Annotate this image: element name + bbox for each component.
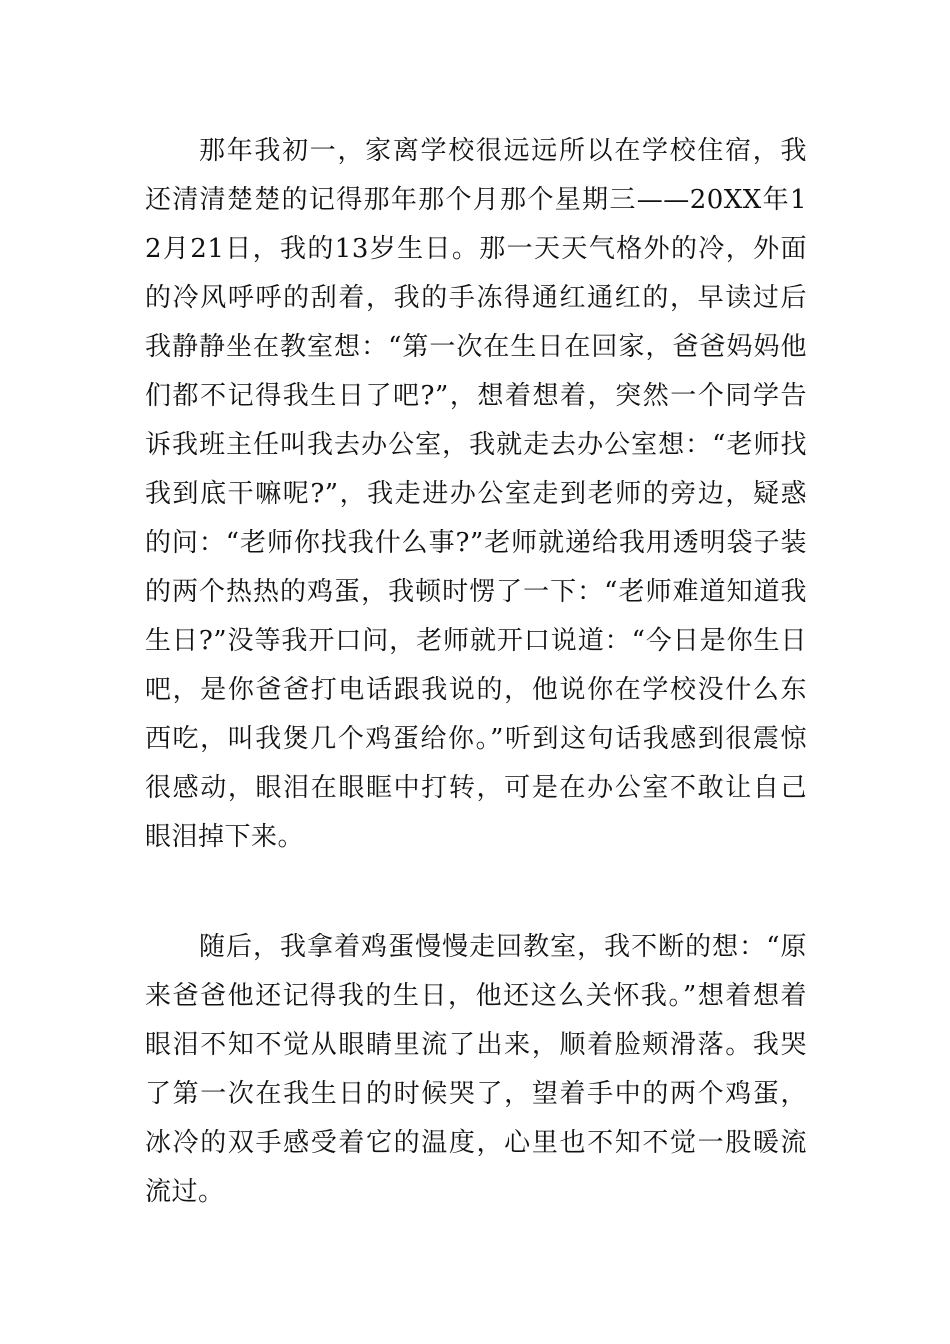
paragraph-1: 那年我初一，家离学校很远远所以在学校住宿，我还清清楚楚的记得那年那个月那个星期三——20XX年12月21日，我的13岁生日。那一天天气格外的冷，外面的冷风呼呼的刮着，我的手冻得通红通红的，早读过后我静静坐在教室想：“第一次在生日在回家，爸爸妈妈他们都不记得我生日了吧?”，想着想着，突然一个同学告诉我班主任叫我去办公室，我就走去办公室想：“老师找我到底干嘛呢?”，我走进办公室走到老师的旁边，疑惑的问：“老师你找我什么事?”老师就递给我用透明袋子装的两个热热的鸡蛋，我顿时愣了一下：“老师难道知道我生日?”没等我开口问，老师就开口说道：“今日是你生日吧，是你爸爸打电话跟我说的，他说你在学校没什么东西吃，叫我煲几个鸡蛋给你。”听到这句话我感到很震惊很感动，眼泪在眼眶中打转，可是在办公室不敢让自己眼泪掉下来。 [145,136,807,852]
paragraph-2: 随后，我拿着鸡蛋慢慢走回教室，我不断的想：“原来爸爸他还记得我的生日，他还这么关怀我。”想着想着眼泪不知不觉从眼睛里流了出来，顺着脸颊滑落。我哭了第一次在我生日的时候哭了，望着手中的两个鸡蛋，冰冷的双手感受着它的温度，心里也不知不觉一股暖流流过。 [145,932,807,1207]
